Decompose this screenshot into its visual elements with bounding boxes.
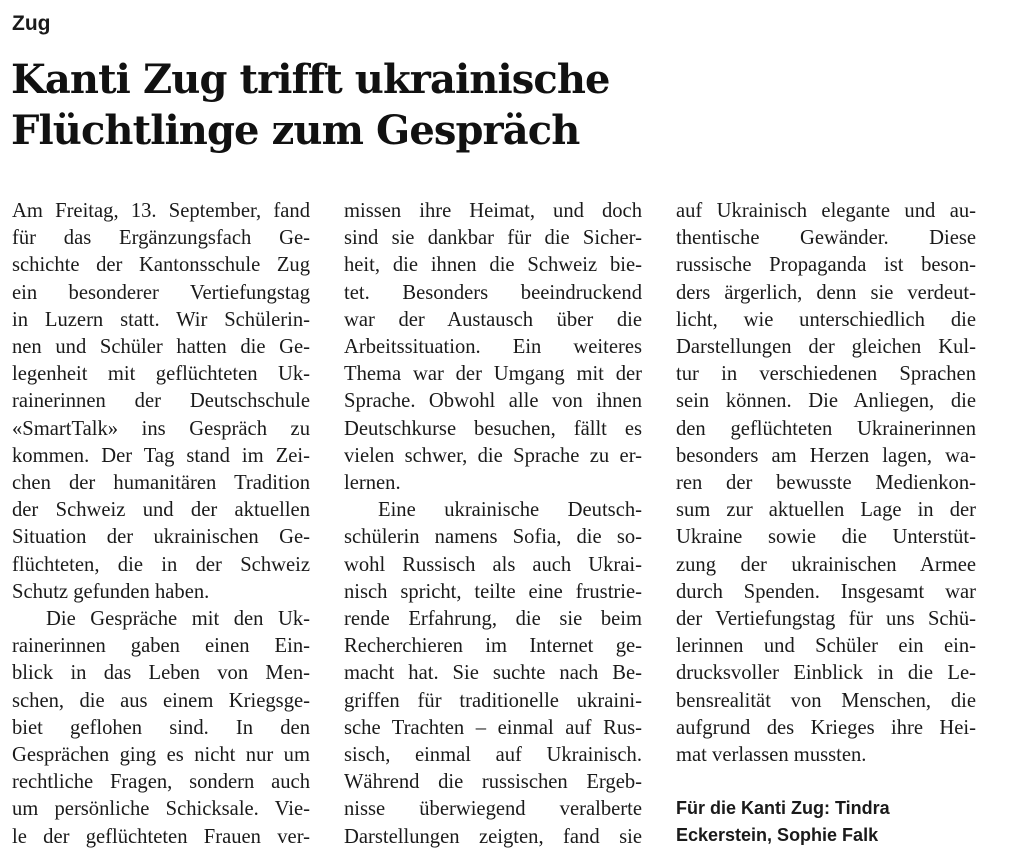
body-line: missen ihre Heimat, und doch (344, 200, 642, 222)
body-line: flüchteten, die in der Schweiz (12, 553, 310, 576)
body-line: Darstellungen der gleichen Kul- (676, 336, 976, 359)
body-line: griffen für traditionelle ukraini- (344, 689, 642, 712)
body-line: nisch spricht, teilte eine frustrie- (344, 580, 642, 603)
body-line: chen der humanitären Tradition (12, 472, 310, 495)
body-line: vielen schwer, die Sprache zu er- (344, 444, 642, 467)
byline-line: Eckerstein, Sophie Falk (676, 825, 879, 845)
body-line: Schutz gefunden haben. (12, 580, 210, 603)
body-line: Deutschkurse besuchen, fällt es (344, 417, 642, 440)
body-line: heit, die ihnen die Schweiz bie- (344, 254, 642, 277)
body-line: Gesprächen ging es nicht nur um (12, 744, 310, 767)
body-line: Arbeitssituation. Ein weiteres (344, 336, 642, 359)
body-line: mat verlassen mussten. (676, 744, 867, 767)
body-line: Situation der ukrainischen Ge- (12, 526, 310, 549)
body-line: schichte der Kantonsschule Zug (12, 254, 310, 277)
body-line: zung der ukrainischen Armee (676, 553, 976, 576)
author-byline (676, 795, 996, 849)
body-line: den geflüchteten Ukrainerinnen (676, 417, 976, 440)
body-line: rainerinnen gaben einen Ein- (12, 635, 310, 658)
body-line: rainerinnen der Deutschschule (12, 390, 310, 413)
body-line: in Luzern statt. Wir Schülerin- (12, 308, 310, 331)
body-line: auf Ukrainisch elegante und au- (676, 200, 976, 222)
body-line: Thema war der Umgang mit der (344, 363, 642, 386)
body-line: bensrealität von Menschen, die (676, 689, 976, 712)
body-line: lerinnen und Schüler ein ein- (676, 635, 976, 658)
body-line: tet. Besonders beeindruckend (344, 281, 642, 304)
body-line: schen, die aus einem Kriegsge- (12, 689, 310, 712)
body-line: Darstellungen zeigten, fand sie (344, 825, 642, 848)
body-line: Ukraine sowie die Unterstüt- (676, 526, 976, 549)
body-line: ren der bewusste Medienkon- (676, 472, 976, 495)
article-column-3 (676, 198, 976, 769)
body-line: russische Propaganda ist beson- (676, 254, 976, 277)
body-line: Sprache. Obwohl alle von ihnen (344, 390, 642, 413)
body-line: thentische Gewänder. Diese (676, 227, 976, 250)
body-line: aufgrund des Krieges ihre Hei- (676, 716, 976, 739)
body-line: rende Erfahrung, die sie beim (344, 608, 642, 631)
body-line: lernen. (344, 472, 401, 495)
body-line: sein können. Die Anliegen, die (676, 390, 976, 413)
body-line: drucksvoller Einblick in die Le- (676, 662, 976, 685)
headline-line: Flüchtlinge zum Gespräch (11, 107, 580, 154)
body-line: schülerin namens Sofia, die so- (344, 526, 642, 549)
headline-line: Kanti Zug trifft ukrainische (11, 56, 610, 103)
body-line: ein besonderer Vertiefungstag (12, 281, 310, 304)
body-line: war der Austausch über die (344, 308, 642, 331)
body-line: sche Trachten – einmal auf Rus- (344, 716, 642, 739)
body-line: «SmartTalk» ins Gespräch zu (12, 417, 310, 440)
body-line: ders ärgerlich, denn sie verdeut- (676, 281, 976, 304)
article-column-2 (344, 198, 642, 851)
body-line: Am Freitag, 13. September, fand (12, 200, 310, 222)
body-line: Während die russischen Ergeb- (344, 771, 642, 794)
body-line: für das Ergänzungsfach Ge- (12, 227, 310, 250)
body-line: besonders am Herzen lagen, wa- (676, 444, 976, 467)
body-line: durch Spenden. Insgesamt war (676, 580, 976, 603)
body-line: der Schweiz und der aktuellen (12, 499, 310, 522)
body-line: um persönliche Schicksale. Vie- (12, 798, 310, 821)
body-line: nisse überwiegend veralberte (344, 798, 642, 821)
body-line: tur in verschiedenen Sprachen (676, 363, 976, 386)
body-line: sisch, einmal auf Ukrainisch. (344, 744, 642, 767)
body-line: wohl Russisch als auch Ukrai- (344, 553, 642, 576)
body-line: nen und Schüler hatten die Ge- (12, 336, 310, 359)
article-column-1 (12, 198, 310, 851)
section-label: Zug (12, 12, 51, 35)
body-line: der Vertiefungstag für uns Schü- (676, 608, 976, 631)
body-line: Die Gespräche mit den Uk- (46, 608, 310, 631)
body-line: Recherchieren im Internet ge- (344, 635, 642, 658)
body-line: blick in das Leben von Men- (12, 662, 310, 685)
body-line: biet geflohen sind. In den (12, 716, 310, 739)
body-line: rechtliche Fragen, sondern auch (12, 771, 310, 794)
body-line: sum zur aktuellen Lage in der (676, 499, 976, 522)
body-line: Eine ukrainische Deutsch- (378, 499, 642, 522)
body-line: sind sie dankbar für die Sicher- (344, 227, 642, 250)
article-headline (11, 54, 1001, 156)
body-line: licht, wie unterschiedlich die (676, 308, 976, 331)
body-line: kommen. Der Tag stand im Zei- (12, 444, 310, 467)
body-line: macht hat. Sie suchte nach Be- (344, 662, 642, 685)
body-line: le der geflüchteten Frauen ver- (12, 825, 310, 848)
body-line: legenheit mit geflüchteten Uk- (12, 363, 310, 386)
byline-line: Für die Kanti Zug: Tindra (676, 798, 890, 818)
